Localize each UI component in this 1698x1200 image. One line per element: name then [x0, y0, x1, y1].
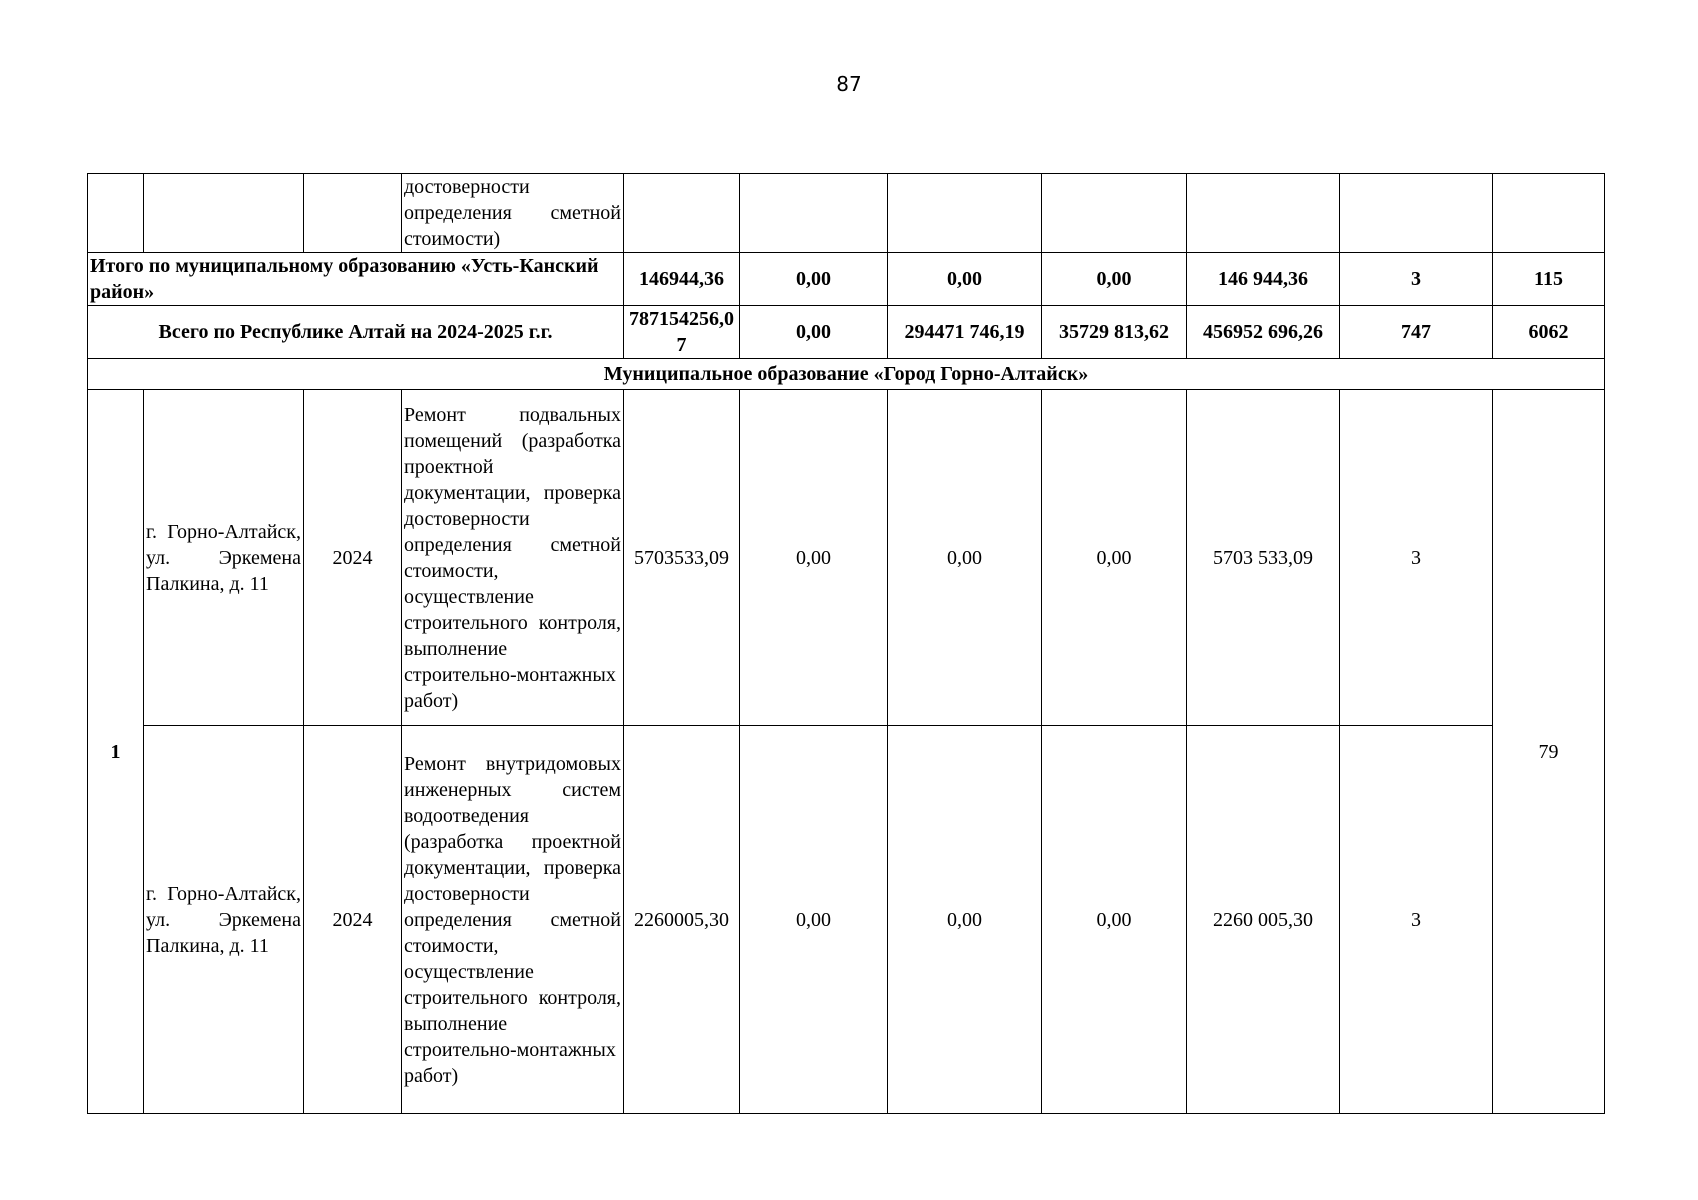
- grand-total-label: Всего по Республике Алтай на 2024-2025 г.г.: [88, 306, 624, 359]
- group-area: 79: [1493, 390, 1605, 1114]
- table-row: [88, 726, 1605, 1114]
- table-row-continuation: [88, 174, 1605, 253]
- subtotal-row: [88, 253, 1605, 306]
- row-address: г. Горно-Алтайск, ул. Эркемена Палкина, д. 11: [144, 726, 304, 1114]
- grand-total-total: 787154256,07: [624, 306, 740, 359]
- grand-total-row: [88, 306, 1605, 359]
- cell-area: [1493, 174, 1605, 253]
- row-work: Ремонт внутридомовых инженерных систем водоотведения (разработка проектной документации, проверка достоверности определения сметной стоимости, осуществление строительного контроля, выполнение строительно-монтажных работ): [402, 726, 624, 1114]
- row-total: 2260005,30: [624, 726, 740, 1114]
- cell-buildings: [1340, 174, 1493, 253]
- row-republic: 0,00: [888, 726, 1042, 1114]
- cell-fund: [740, 174, 888, 253]
- page-number: 87: [836, 72, 862, 96]
- subtotal-owners: 146 944,36: [1187, 253, 1340, 306]
- cell-work: достоверности определения сметной стоимости): [402, 174, 624, 253]
- grand-total-buildings: 747: [1340, 306, 1493, 359]
- subtotal-buildings: 3: [1340, 253, 1493, 306]
- grand-total-area: 6062: [1493, 306, 1605, 359]
- cell-total: [624, 174, 740, 253]
- cell-owners: [1187, 174, 1340, 253]
- subtotal-republic: 0,00: [888, 253, 1042, 306]
- cell-number: [88, 174, 144, 253]
- grand-total-owners: 456952 696,26: [1187, 306, 1340, 359]
- row-work: Ремонт подвальных помещений (разработка проектной документации, проверка достоверности определения сметной стоимости, осуществление строительного контроля, выполнение строительно-монтажных работ): [402, 390, 624, 726]
- subtotal-local: 0,00: [1042, 253, 1187, 306]
- section-title: Муниципальное образование «Город Горно-Алтайск»: [88, 359, 1605, 390]
- cell-local: [1042, 174, 1187, 253]
- row-buildings: 3: [1340, 726, 1493, 1114]
- row-buildings: 3: [1340, 390, 1493, 726]
- subtotal-total: 146944,36: [624, 253, 740, 306]
- subtotal-fund: 0,00: [740, 253, 888, 306]
- row-owners: 5703 533,09: [1187, 390, 1340, 726]
- cell-address: [144, 174, 304, 253]
- grand-total-local: 35729 813,62: [1042, 306, 1187, 359]
- row-fund: 0,00: [740, 726, 888, 1114]
- row-fund: 0,00: [740, 390, 888, 726]
- group-number: 1: [88, 390, 144, 1114]
- subtotal-label: Итого по муниципальному образованию «Усть-Канский район»: [88, 253, 624, 306]
- row-year: 2024: [304, 390, 402, 726]
- row-total: 5703533,09: [624, 390, 740, 726]
- row-year: 2024: [304, 726, 402, 1114]
- cell-year: [304, 174, 402, 253]
- table-row: [88, 390, 1605, 726]
- subtotal-area: 115: [1493, 253, 1605, 306]
- section-header-row: [88, 359, 1605, 390]
- grand-total-republic: 294471 746,19: [888, 306, 1042, 359]
- row-local: 0,00: [1042, 726, 1187, 1114]
- row-republic: 0,00: [888, 390, 1042, 726]
- row-owners: 2260 005,30: [1187, 726, 1340, 1114]
- program-table: [87, 173, 1605, 1114]
- row-local: 0,00: [1042, 390, 1187, 726]
- grand-total-fund: 0,00: [740, 306, 888, 359]
- cell-republic: [888, 174, 1042, 253]
- row-address: г. Горно-Алтайск, ул. Эркемена Палкина, д. 11: [144, 390, 304, 726]
